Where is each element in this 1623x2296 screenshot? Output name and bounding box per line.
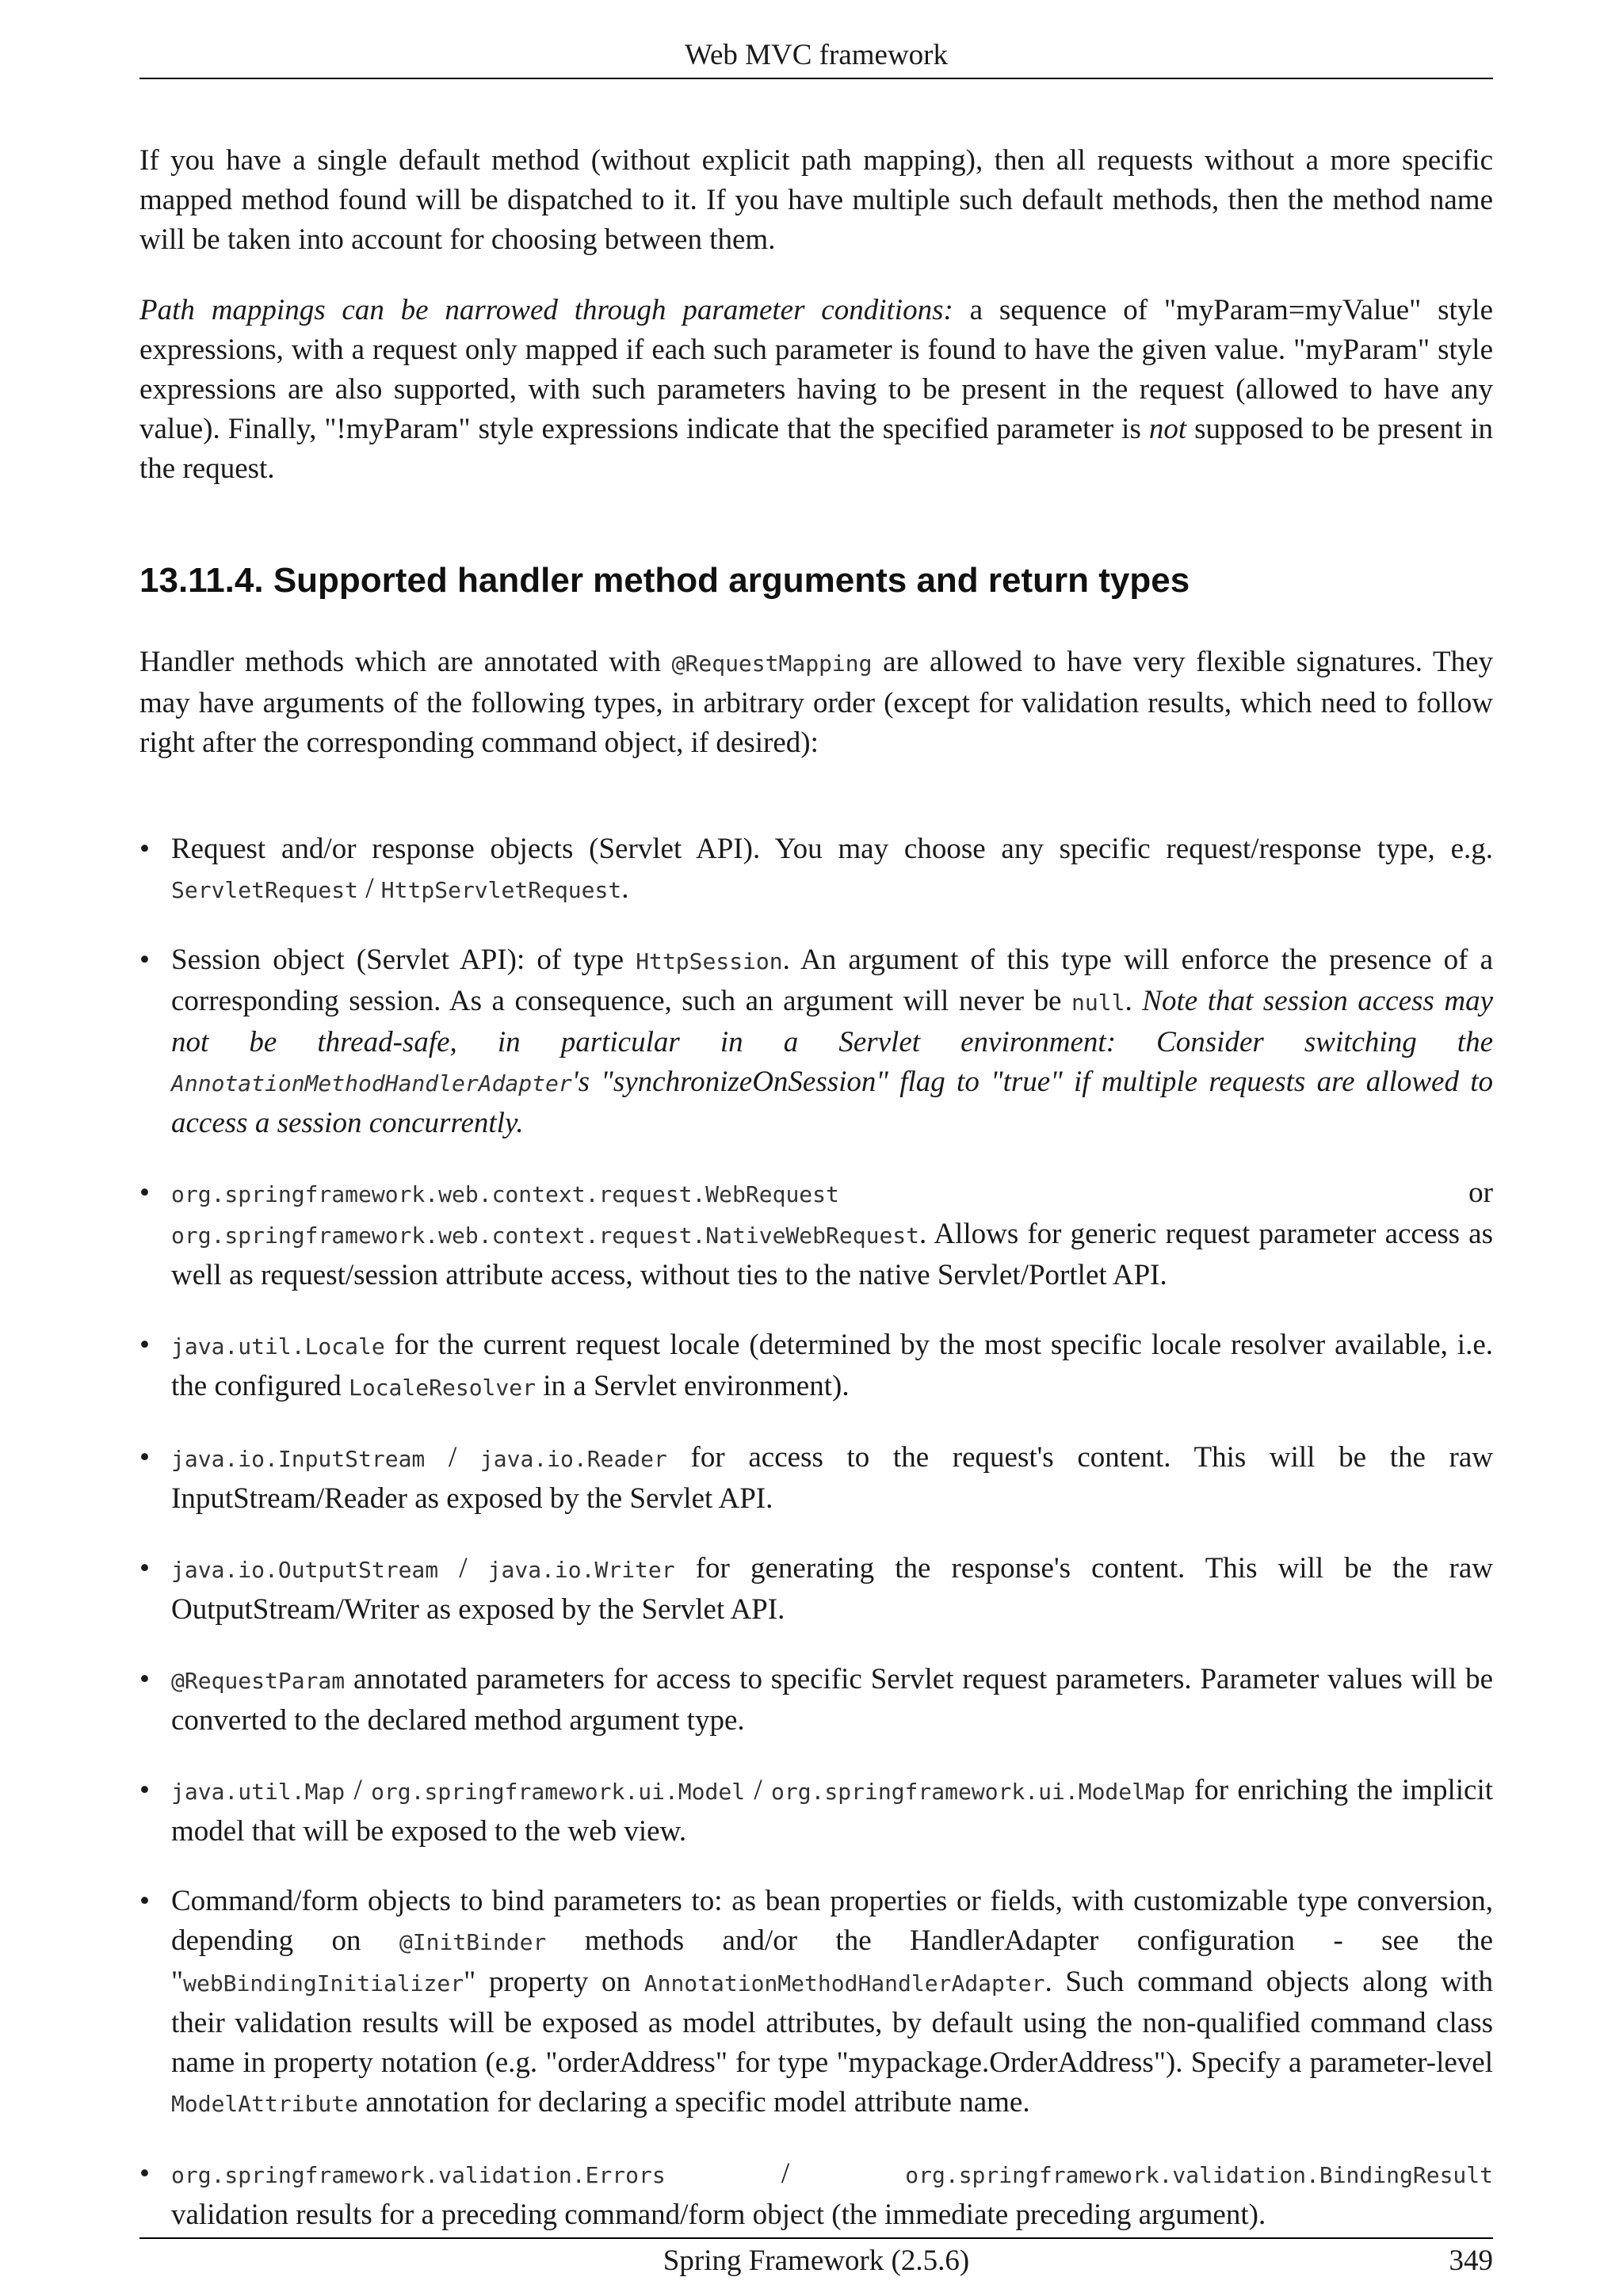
code-model-attribute: ModelAttribute bbox=[171, 2091, 359, 2117]
code-native-web-request: org.springframework.web.context.request.NativeWebRequest bbox=[171, 1222, 920, 1249]
item-text: / bbox=[345, 1774, 372, 1806]
code-servlet-request: ServletRequest bbox=[171, 877, 359, 903]
code-model-map: org.springframework.ui.ModelMap bbox=[770, 1779, 1186, 1805]
item-text: methods and/or the HandlerAdapter configuration - see the " bbox=[171, 1924, 1493, 1998]
item-text: . bbox=[621, 872, 629, 905]
path-mappings-text: a sequence of "myParam=myValue" style expressions, with a request only mapped if each such parameter is found to have the given value. "myParam" style expressions are also supported, with such parameters having to be present in the request (allowed to have any value). Finally, "!myParam" style expressions indicate that the specified parameter is bbox=[139, 294, 1493, 445]
bullet: • bbox=[139, 1329, 150, 1361]
code-web-request: org.springframework.web.context.request.WebRequest bbox=[171, 1181, 839, 1207]
item-text: / bbox=[438, 1552, 488, 1585]
code-annotation-method-handler-adapter: AnnotationMethodHandlerAdapter bbox=[171, 1070, 572, 1097]
code-reader: java.io.Reader bbox=[479, 1446, 667, 1472]
item-text: . Such command objects along with their validation results will be exposed as model attributes, by default using the non-qualified command class name in property notation (e.g. "orderAddress" for type "mypackage.OrderAddress"). Specify a parameter-level bbox=[171, 1966, 1493, 2079]
running-footer bbox=[139, 2242, 1493, 2280]
code-errors: org.springframework.validation.Errors bbox=[171, 2162, 666, 2188]
path-mappings-lead: Path mappings can be narrowed through parameter conditions: bbox=[139, 294, 953, 326]
code-null: null bbox=[1071, 990, 1125, 1016]
code-binding-result: org.springframework.validation.BindingResult bbox=[905, 2162, 1493, 2188]
item-text: annotation for declaring a specific model attribute name. bbox=[358, 2086, 1030, 2119]
code-locale: java.util.Locale bbox=[171, 1333, 385, 1360]
code-init-binder: @InitBinder bbox=[399, 1929, 547, 1955]
item-text: for the current request locale (determined by the most specific locale resolver available, i.e. the configured bbox=[171, 1329, 1493, 1402]
code-output-stream: java.io.OutputStream bbox=[171, 1557, 439, 1583]
list-item bbox=[139, 1660, 1493, 1741]
item-text: annotated parameters for access to specific Servlet request parameters. Parameter values will be converted to the declared method argument type. bbox=[171, 1663, 1493, 1737]
list-item bbox=[139, 1438, 1493, 1519]
list-item bbox=[139, 2154, 1493, 2235]
bullet: • bbox=[139, 1177, 150, 1209]
code-input-stream: java.io.InputStream bbox=[171, 1446, 426, 1472]
bullet: • bbox=[139, 1663, 150, 1695]
argument-types-list bbox=[139, 830, 1493, 2235]
code-annotation-method-handler-adapter: AnnotationMethodHandlerAdapter bbox=[643, 1970, 1045, 1997]
page-number: 349 bbox=[1449, 2245, 1493, 2277]
item-text: Request and/or response objects (Servlet API). You may choose any specific request/response type, e.g. bbox=[171, 833, 1493, 865]
item-text: or bbox=[1468, 1177, 1493, 1209]
document-page bbox=[139, 0, 1493, 2296]
item-note: 's "synchronizeOnSession" flag to "true" if multiple requests are allowed to access a session concurrently. bbox=[171, 1066, 1493, 1139]
list-item bbox=[139, 1882, 1493, 2124]
item-text: . bbox=[1125, 985, 1143, 1017]
code-request-param: @RequestParam bbox=[171, 1668, 346, 1694]
running-header: Web MVC framework bbox=[685, 39, 948, 71]
code-request-mapping: @RequestMapping bbox=[671, 650, 873, 677]
item-text: / bbox=[745, 1774, 771, 1806]
list-item bbox=[139, 1549, 1493, 1630]
bullet: • bbox=[139, 1441, 150, 1474]
item-line bbox=[171, 2154, 1493, 2195]
item-text: " property on bbox=[464, 1966, 644, 1998]
item-text: for generating the response's content. This will be the raw OutputStream/Writer as exposed by the Servlet API. bbox=[171, 1552, 1494, 1626]
code-map: java.util.Map bbox=[171, 1779, 346, 1805]
item-text: validation results for a preceding command/form object (the immediate preceding argument). bbox=[171, 2199, 1266, 2231]
bullet: • bbox=[139, 833, 150, 865]
footer-title: Spring Framework (2.5.6) bbox=[663, 2245, 970, 2277]
item-text: / bbox=[781, 2157, 790, 2190]
code-locale-resolver: LocaleResolver bbox=[348, 1375, 536, 1401]
code-web-binding-initializer: webBindingInitializer bbox=[183, 1970, 464, 1997]
list-item bbox=[139, 940, 1493, 1143]
header-divider bbox=[139, 78, 1493, 79]
footer-divider bbox=[139, 2237, 1493, 2239]
item-text: . Allows for generic request parameter access as well as request/session attribute access, without ties to the native Servlet/Portlet API. bbox=[171, 1218, 1493, 1291]
bullet: • bbox=[139, 2157, 150, 2190]
item-text: / bbox=[358, 872, 381, 905]
list-item bbox=[139, 1325, 1493, 1408]
item-text: Command/form objects to bind parameters to: as bean properties or fields, with customizable type conversion, depending on bbox=[171, 1885, 1493, 1957]
item-text: . An argument of this type will enforce the presence of a corresponding session. As a consequence, such an argument will never be bbox=[171, 944, 1494, 1017]
item-text: Session object (Servlet API): of type bbox=[171, 944, 636, 976]
bullet: • bbox=[139, 1885, 150, 1917]
main-content bbox=[139, 141, 1493, 2265]
item-text: / bbox=[425, 1441, 480, 1474]
section-heading: 13.11.4. Supported handler method arguments and return types bbox=[139, 561, 1190, 600]
code-model: org.springframework.ui.Model bbox=[371, 1779, 746, 1805]
paragraph-path-mappings bbox=[139, 291, 1493, 489]
list-item bbox=[139, 1771, 1493, 1852]
intro-text: Handler methods which are annotated with bbox=[139, 646, 672, 678]
code-writer: java.io.Writer bbox=[487, 1557, 675, 1583]
item-text: for access to the request's content. This will be the raw InputStream/Reader as exposed by the Servlet API. bbox=[171, 1441, 1494, 1515]
item-note: Note that session access may not be thread-safe, in particular in a Servlet environment: Consider switching the bbox=[171, 985, 1493, 1058]
emphasis-not: not bbox=[1148, 413, 1187, 445]
paragraph-intro bbox=[139, 643, 1493, 763]
list-item bbox=[139, 830, 1493, 910]
item-text: in a Servlet environment). bbox=[536, 1370, 850, 1402]
bullet: • bbox=[139, 1552, 150, 1585]
code-http-session: HttpSession bbox=[636, 948, 783, 974]
paragraph-default-method: If you have a single default method (without explicit path mapping), then all requests without a more specific mapped method found will be dispatched to it. If you have multiple such default methods, then the method name will be taken into account for choosing between them. bbox=[139, 144, 1493, 256]
item-text: for enriching the implicit model that will be exposed to the web view. bbox=[171, 1774, 1493, 1848]
intro-text-end: are allowed to have very flexible signatures. They may have arguments of the following types, in arbitrary order (except for validation results, which need to follow right after the corresponding command object, if desired): bbox=[139, 646, 1493, 759]
bullet: • bbox=[139, 1774, 150, 1806]
item-line bbox=[171, 1173, 1493, 1215]
code-http-servlet-request: HttpServletRequest bbox=[380, 877, 622, 903]
list-item bbox=[139, 1173, 1493, 1295]
path-mappings-text-end: supposed to be present in the request. bbox=[139, 413, 1493, 485]
bullet: • bbox=[139, 944, 150, 976]
